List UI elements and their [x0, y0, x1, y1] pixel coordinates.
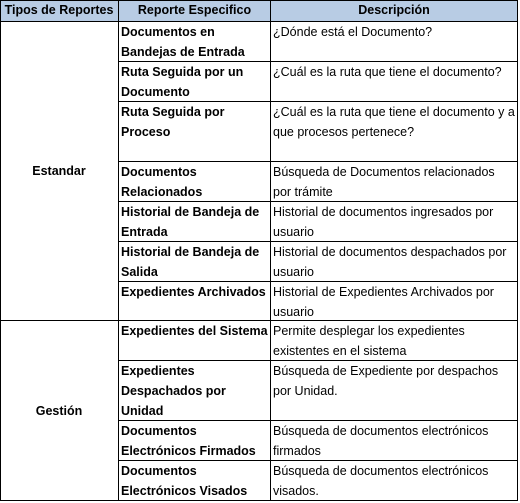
header-reporte-especifico: Reporte Especifico [119, 0, 271, 22]
header-tipos-de-reportes: Tipos de Reportes [0, 0, 119, 22]
header-descripcion: Descripción [271, 0, 518, 22]
group-type-estandar: Estandar [0, 22, 119, 321]
report-description: ¿Cuál es la ruta que tiene el documento y a que procesos pertenece? [271, 102, 518, 162]
report-description: Permite desplegar los expedientes existentes en el sistema [271, 321, 518, 361]
report-description: Historial de documentos ingresados por usuario [271, 202, 518, 242]
report-name: Expedientes Despachados por Unidad [119, 361, 271, 421]
report-description: Búsqueda de Documentos relacionados por trámite [271, 162, 518, 202]
report-name: Ruta Seguida por Proceso [119, 102, 271, 162]
report-description: ¿Dónde está el Documento? [271, 22, 518, 62]
report-name: Documentos en Bandejas de Entrada [119, 22, 271, 62]
report-name: Expedientes Archivados [119, 282, 271, 321]
report-name: Expedientes del Sistema [119, 321, 271, 361]
report-description: Historial de Expedientes Archivados por usuario [271, 282, 518, 321]
report-name: Documentos Electrónicos Visados [119, 461, 271, 501]
report-description: Búsqueda de documentos electrónicos firmados [271, 421, 518, 461]
report-description: Búsqueda de Expediente por despachos por Unidad. [271, 361, 518, 421]
group-type-gestion: Gestión [0, 321, 119, 501]
report-name: Historial de Bandeja de Salida [119, 242, 271, 282]
report-name: Historial de Bandeja de Entrada [119, 202, 271, 242]
report-name: Ruta Seguida por un Documento [119, 62, 271, 102]
report-name: Documentos Relacionados [119, 162, 271, 202]
report-description: Búsqueda de documentos electrónicos visados. [271, 461, 518, 501]
report-name: Documentos Electrónicos Firmados [119, 421, 271, 461]
report-description: ¿Cuál es la ruta que tiene el documento? [271, 62, 518, 102]
report-description: Historial de documentos despachados por usuario [271, 242, 518, 282]
